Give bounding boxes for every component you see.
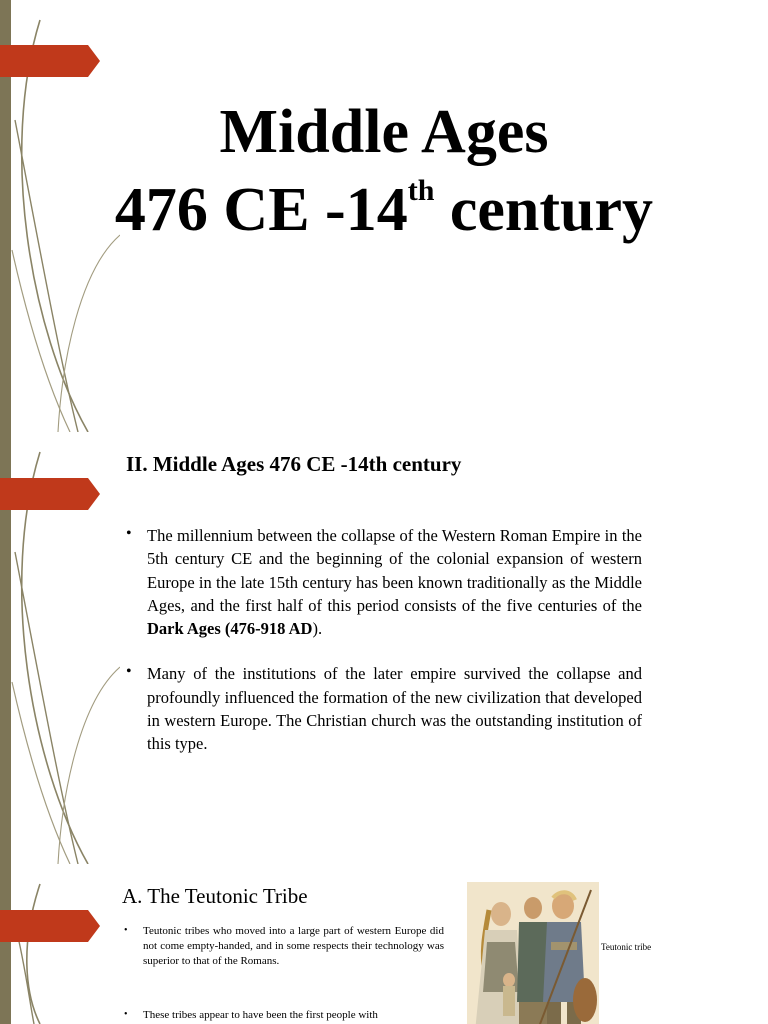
title-line1: Middle Ages — [219, 98, 549, 166]
arrow-marker — [0, 910, 100, 942]
list-item: • The millennium between the collapse of the Western Roman Empire in the 5th century CE and the beginning of the colonial expansion of western Europe in the late 15th century has been known traditionally as the Middle Ages, and the first half of this period consists of the five centuries of the Dark Ages (476-918 AD). — [126, 524, 642, 640]
image-caption: Teutonic tribe — [601, 942, 652, 952]
slide-title — [0, 0, 768, 432]
arrow-marker — [0, 45, 100, 77]
bullet-dot: • — [126, 663, 132, 681]
list-item: • These tribes appear to have been the first people with — [124, 1008, 378, 1021]
section-heading: A. The Teutonic Tribe — [122, 884, 308, 908]
list-item: • Teutonic tribes who moved into a large part of western Europe did not come empty-handed, and in some respects their technology was superior to that of the Romans. — [124, 925, 444, 968]
list-item: • Many of the institutions of the later empire survived the collapse and profoundly influenced the formation of the new civilization that developed in western Europe. The Christian church was the outstanding institution of this type. — [126, 662, 642, 755]
title-line2: 476 CE -14th century — [114, 174, 654, 244]
bullet-dot: • — [124, 1008, 128, 1020]
slide-middle-ages — [0, 432, 768, 864]
bullet-dot: • — [126, 525, 132, 542]
bullet-list — [126, 524, 642, 756]
bullet-list — [124, 924, 444, 1023]
bullet-dot: • — [124, 925, 128, 936]
teutonic-tribe-illustration — [467, 882, 599, 1024]
arrow-marker — [0, 478, 100, 510]
slide-heading: II. Middle Ages 476 CE -14th century — [126, 452, 462, 476]
slide-teutonic-tribe — [0, 864, 768, 1024]
decorative-curves — [0, 864, 120, 1024]
